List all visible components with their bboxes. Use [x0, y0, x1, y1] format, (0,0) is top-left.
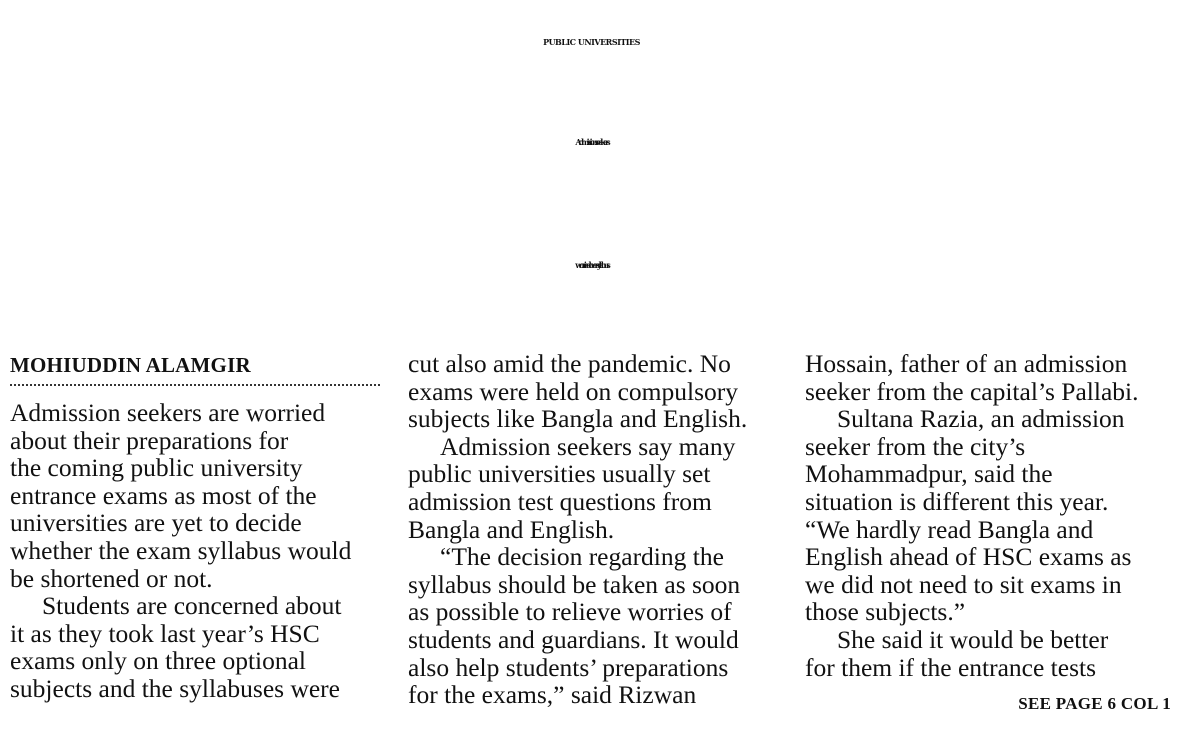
text-line: for them if the entrance tests [805, 652, 1097, 682]
text-line: the coming public university [10, 453, 303, 483]
text-line: seeker from the city’s [805, 431, 1026, 461]
text-line: Admission seekers say many [440, 431, 736, 461]
text-line: seeker from the capital’s Pallabi. [805, 376, 1139, 406]
text-line: universities are yet to decide [10, 508, 302, 538]
text-line: Bangla and English. [408, 514, 615, 544]
text-line: cut also amid the pandemic. No [408, 349, 731, 378]
text-line: subjects like Bangla and English. [408, 404, 748, 434]
article-column-3 [805, 350, 1180, 681]
article-column-2 [408, 350, 783, 709]
text-line: subjects and the syllabuses were [10, 673, 340, 703]
text-line: exams were held on compulsory [408, 376, 738, 406]
text-line: also help students’ preparations [408, 652, 729, 682]
text-line: about their preparations for [10, 425, 289, 455]
text-line: Hossain, father of an admission [805, 349, 1128, 378]
byline: MOHIUDDIN ALAMGIR [10, 353, 251, 377]
headline-line-2: worried over syllabus [575, 260, 608, 270]
text-line: syllabus should be taken as soon [408, 569, 741, 599]
text-line: Sultana Razia, an admission [837, 404, 1125, 434]
text-line: English ahead of HSC exams as [805, 542, 1132, 572]
byline-divider [10, 384, 380, 386]
text-line: Admission seekers are worried [10, 398, 326, 427]
continued-jump-line: SEE PAGE 6 COL 1 [1018, 694, 1171, 713]
text-line: Students are concerned about [42, 591, 342, 621]
text-line: students and guardians. It would [408, 624, 739, 654]
section-kicker: PUBLIC UNIVERSITIES [543, 37, 640, 47]
headline-line-1: Admission seekers [575, 137, 608, 147]
text-line: we did not need to sit exams in [805, 569, 1122, 599]
text-line: Mohammadpur, said the [805, 459, 1053, 489]
article-column-1 [10, 350, 385, 703]
text-line: She said it would be better [837, 624, 1109, 654]
text-line: situation is different this year. [805, 486, 1109, 516]
text-line: it as they took last year’s HSC [10, 618, 320, 648]
text-line: public universities usually set [408, 459, 711, 489]
text-line: “We hardly read Bangla and [805, 514, 1094, 544]
text-line: those subjects.” [805, 597, 966, 627]
text-line: for the exams,” said Rizwan [408, 680, 697, 710]
text-line: exams only on three optional [10, 646, 307, 676]
text-line: entrance exams as most of the [10, 480, 317, 510]
text-line: “The decision regarding the [440, 542, 724, 572]
text-line: admission test questions from [408, 486, 712, 516]
text-line: whether the exam syllabus would [10, 535, 352, 565]
text-line: be shortened or not. [10, 563, 213, 593]
text-line: as possible to relieve worries of [408, 597, 732, 627]
